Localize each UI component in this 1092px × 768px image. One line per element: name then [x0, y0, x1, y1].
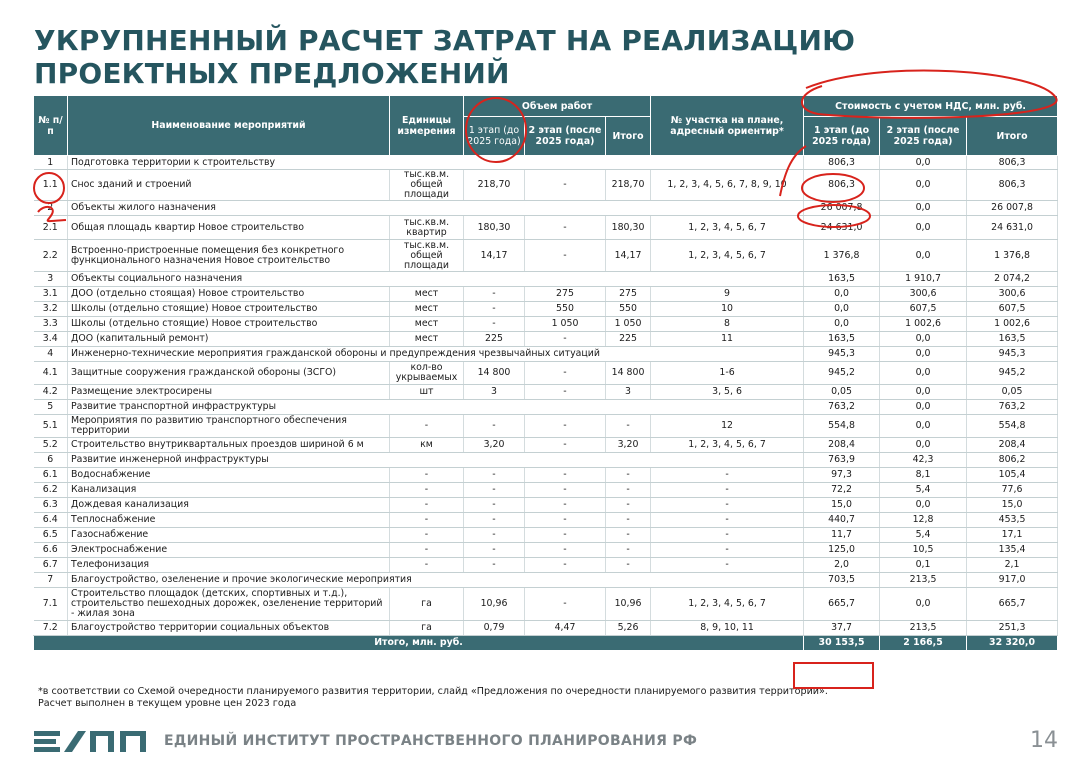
cell-num: 4.1	[34, 362, 68, 385]
cell-vt: 5,26	[606, 621, 651, 636]
cell-v2: -	[525, 543, 606, 558]
cell-c1: 554,8	[804, 415, 880, 438]
cell-name: Канализация	[68, 483, 390, 498]
cell-name: Защитные сооружения гражданской обороны (ЗСГО)	[68, 362, 390, 385]
cell-num: 6.3	[34, 498, 68, 513]
cell-c1: 15,0	[804, 498, 880, 513]
cell-vt: 275	[606, 287, 651, 302]
cell-unit: -	[390, 513, 464, 528]
header-volume-stage-2: 2 этап (после 2025 года)	[525, 117, 606, 156]
cell-ct: 17,1	[967, 528, 1058, 543]
cell-name: Объекты жилого назначения	[68, 201, 804, 216]
cell-c1: 208,4	[804, 438, 880, 453]
cell-name: Объекты социального назначения	[68, 272, 804, 287]
cell-ct: 665,7	[967, 588, 1058, 621]
cell-ct: 607,5	[967, 302, 1058, 317]
table-row	[34, 362, 1058, 385]
cell-c2: 213,5	[880, 621, 967, 636]
cell-num: 6.4	[34, 513, 68, 528]
cell-v2: -	[525, 498, 606, 513]
cell-vt: -	[606, 468, 651, 483]
cell-c2: 0,0	[880, 362, 967, 385]
cell-unit: мест	[390, 287, 464, 302]
cell-ct: 763,2	[967, 400, 1058, 415]
cell-c1: 37,7	[804, 621, 880, 636]
cell-num: 7.2	[34, 621, 68, 636]
cell-name: Строительство внутриквартальных проездов шириной 6 м	[68, 438, 390, 453]
header-site: № участка на плане, адресный ориентир*	[651, 96, 804, 156]
cell-v2: -	[525, 385, 606, 400]
cell-unit: тыс.кв.м. общей площади	[390, 170, 464, 201]
cell-name: Встроенно-пристроенные помещения без конкретного функционального назначения Новое строительство	[68, 240, 390, 272]
cell-ct: 208,4	[967, 438, 1058, 453]
total-cost-stage-2: 2 166,5	[880, 636, 967, 651]
cell-name: Снос зданий и строений	[68, 170, 390, 201]
cell-ct: 26 007,8	[967, 201, 1058, 216]
cell-c1: 0,0	[804, 317, 880, 332]
cell-ct: 945,2	[967, 362, 1058, 385]
cell-num: 6.1	[34, 468, 68, 483]
cell-v2: -	[525, 438, 606, 453]
cell-name: Инженерно-технические мероприятия гражданской обороны и предупреждения чрезвычайных ситуаций	[68, 347, 804, 362]
cell-vt: -	[606, 483, 651, 498]
cell-c2: 1 910,7	[880, 272, 967, 287]
cell-vt: -	[606, 513, 651, 528]
cell-num: 2	[34, 201, 68, 216]
cell-site: 1, 2, 3, 4, 5, 6, 7, 8, 9, 10	[651, 170, 804, 201]
cell-name: Развитие транспортной инфраструктуры	[68, 400, 804, 415]
cell-site: 1, 2, 3, 4, 5, 6, 7	[651, 240, 804, 272]
cell-c2: 42,3	[880, 453, 967, 468]
cell-c2: 0,0	[880, 240, 967, 272]
cell-site: 12	[651, 415, 804, 438]
header-volume-total: Итого	[606, 117, 651, 156]
cell-ct: 917,0	[967, 573, 1058, 588]
cell-site: 11	[651, 332, 804, 347]
total-label: Итого, млн. руб.	[34, 636, 804, 651]
cell-site: -	[651, 543, 804, 558]
cell-c1: 945,3	[804, 347, 880, 362]
cell-v2: -	[525, 170, 606, 201]
cell-name: Благоустройство территории социальных объектов	[68, 621, 390, 636]
cell-c1: 0,0	[804, 287, 880, 302]
cell-c2: 0,0	[880, 438, 967, 453]
header-cost-stage-1: 1 этап (до 2025 года)	[804, 117, 880, 156]
cell-num: 6.6	[34, 543, 68, 558]
cell-num: 5	[34, 400, 68, 415]
cell-vt: 14,17	[606, 240, 651, 272]
cell-v1: -	[464, 558, 525, 573]
cell-num: 5.1	[34, 415, 68, 438]
cell-c1: 665,7	[804, 588, 880, 621]
cell-vt: -	[606, 558, 651, 573]
cell-v2: -	[525, 483, 606, 498]
table-row	[34, 558, 1058, 573]
cell-ct: 0,05	[967, 385, 1058, 400]
cell-ct: 105,4	[967, 468, 1058, 483]
header-num: № п/п	[34, 96, 68, 156]
table-row	[34, 621, 1058, 636]
cell-v2: -	[525, 588, 606, 621]
cell-num: 6.5	[34, 528, 68, 543]
cell-unit: -	[390, 528, 464, 543]
cell-c2: 5,4	[880, 528, 967, 543]
cell-v1: 14,17	[464, 240, 525, 272]
cell-v1: -	[464, 483, 525, 498]
cell-v1: 225	[464, 332, 525, 347]
table-row	[34, 240, 1058, 272]
cell-c1: 24 631,0	[804, 216, 880, 240]
cell-v2: -	[525, 513, 606, 528]
cell-vt: 225	[606, 332, 651, 347]
cell-site: -	[651, 483, 804, 498]
cell-c1: 0,05	[804, 385, 880, 400]
cell-name: ДОО (отдельно стоящая) Новое строительство	[68, 287, 390, 302]
cell-c1: 806,3	[804, 156, 880, 170]
cell-c1: 440,7	[804, 513, 880, 528]
cell-vt: 180,30	[606, 216, 651, 240]
table-row	[34, 317, 1058, 332]
cell-v1: -	[464, 302, 525, 317]
cell-vt: 3	[606, 385, 651, 400]
cell-ct: 806,2	[967, 453, 1058, 468]
cell-vt: 1 050	[606, 317, 651, 332]
cell-ct: 251,3	[967, 621, 1058, 636]
footnote: *в соответствии со Схемой очередности планируемого развития территории, слайд «Предложения по очередности планируемого развития территории».	[38, 686, 828, 697]
cell-c2: 0,0	[880, 201, 967, 216]
cell-v2: 275	[525, 287, 606, 302]
cell-num: 4.2	[34, 385, 68, 400]
cell-v1: -	[464, 317, 525, 332]
cell-v1: -	[464, 543, 525, 558]
cell-v2: -	[525, 558, 606, 573]
table-row	[34, 347, 1058, 362]
cell-v2: -	[525, 362, 606, 385]
cell-name: Подготовка территории к строительству	[68, 156, 804, 170]
cell-c2: 0,0	[880, 588, 967, 621]
cell-c2: 0,0	[880, 415, 967, 438]
cell-c2: 607,5	[880, 302, 967, 317]
cell-v1: 0,79	[464, 621, 525, 636]
header-volume: Объем работ	[464, 96, 651, 117]
cell-c2: 0,0	[880, 347, 967, 362]
cell-c2: 5,4	[880, 483, 967, 498]
cell-name: Водоснабжение	[68, 468, 390, 483]
cell-ct: 945,3	[967, 347, 1058, 362]
footer-org-name: ЕДИНЫЙ ИНСТИТУТ ПРОСТРАНСТВЕННОГО ПЛАНИРОВАНИЯ РФ	[164, 733, 698, 749]
cell-c1: 763,9	[804, 453, 880, 468]
cell-vt: -	[606, 498, 651, 513]
total-cost-total: 32 320,0	[967, 636, 1058, 651]
cell-c2: 1 002,6	[880, 317, 967, 332]
header-name: Наименование мероприятий	[68, 96, 390, 156]
cell-ct: 806,3	[967, 156, 1058, 170]
cell-site: 1-6	[651, 362, 804, 385]
cell-num: 3.4	[34, 332, 68, 347]
table-row	[34, 201, 1058, 216]
cell-num: 3	[34, 272, 68, 287]
cell-v1: -	[464, 498, 525, 513]
cell-ct: 2 074,2	[967, 272, 1058, 287]
cell-c1: 1 376,8	[804, 240, 880, 272]
cell-site: 3, 5, 6	[651, 385, 804, 400]
cell-vt: 14 800	[606, 362, 651, 385]
cell-v1: 218,70	[464, 170, 525, 201]
cell-ct: 15,0	[967, 498, 1058, 513]
cell-num: 2.2	[34, 240, 68, 272]
cell-site: 1, 2, 3, 4, 5, 6, 7	[651, 588, 804, 621]
cell-site: 10	[651, 302, 804, 317]
header-unit: Единицы измерения	[390, 96, 464, 156]
table-row	[34, 483, 1058, 498]
cell-vt: 10,96	[606, 588, 651, 621]
cell-site: 8, 9, 10, 11	[651, 621, 804, 636]
cell-num: 6.2	[34, 483, 68, 498]
cell-v1: 14 800	[464, 362, 525, 385]
cell-unit: -	[390, 543, 464, 558]
cell-unit: тыс.кв.м. квартир	[390, 216, 464, 240]
cell-name: Теплоснабжение	[68, 513, 390, 528]
total-cost-stage-1: 30 153,5	[804, 636, 880, 651]
cell-name: Электроснабжение	[68, 543, 390, 558]
cell-c2: 10,5	[880, 543, 967, 558]
cell-ct: 453,5	[967, 513, 1058, 528]
cell-v1: -	[464, 415, 525, 438]
cell-c1: 763,2	[804, 400, 880, 415]
cell-c2: 0,0	[880, 385, 967, 400]
table-row	[34, 302, 1058, 317]
annotation-box-total	[794, 663, 873, 688]
cell-name: Развитие инженерной инфраструктуры	[68, 453, 804, 468]
table-row	[34, 385, 1058, 400]
cell-site: -	[651, 468, 804, 483]
cell-c1: 163,5	[804, 272, 880, 287]
cell-num: 4	[34, 347, 68, 362]
cell-v1: -	[464, 287, 525, 302]
cell-num: 6	[34, 453, 68, 468]
cell-ct: 1 002,6	[967, 317, 1058, 332]
cell-c2: 12,8	[880, 513, 967, 528]
cell-ct: 1 376,8	[967, 240, 1058, 272]
cell-name: Газоснабжение	[68, 528, 390, 543]
cell-unit: -	[390, 468, 464, 483]
cell-vt: 218,70	[606, 170, 651, 201]
table-row	[34, 400, 1058, 415]
cell-c1: 806,3	[804, 170, 880, 201]
cell-v2: -	[525, 332, 606, 347]
cell-c2: 0,0	[880, 156, 967, 170]
cell-v2: 550	[525, 302, 606, 317]
cell-vt: 3,20	[606, 438, 651, 453]
cell-c2: 8,1	[880, 468, 967, 483]
cell-vt: -	[606, 415, 651, 438]
cell-unit: -	[390, 483, 464, 498]
cell-ct: 2,1	[967, 558, 1058, 573]
cell-unit: мест	[390, 302, 464, 317]
cell-v1: 3	[464, 385, 525, 400]
cell-v1: 3,20	[464, 438, 525, 453]
cell-ct: 300,6	[967, 287, 1058, 302]
cell-v2: -	[525, 240, 606, 272]
page-title-line-1: УКРУПНЕННЫЙ РАСЧЕТ ЗАТРАТ НА РЕАЛИЗАЦИЮ	[34, 24, 856, 57]
cell-c1: 703,5	[804, 573, 880, 588]
cell-name: Телефонизация	[68, 558, 390, 573]
table-row	[34, 453, 1058, 468]
cell-site: -	[651, 558, 804, 573]
cell-unit: -	[390, 558, 464, 573]
cell-c1: 0,0	[804, 302, 880, 317]
table-row	[34, 170, 1058, 201]
cell-c2: 0,0	[880, 216, 967, 240]
cell-c2: 0,1	[880, 558, 967, 573]
cell-ct: 806,3	[967, 170, 1058, 201]
cell-vt: -	[606, 543, 651, 558]
cell-unit: га	[390, 621, 464, 636]
cell-ct: 163,5	[967, 332, 1058, 347]
cell-num: 3.3	[34, 317, 68, 332]
table-row	[34, 438, 1058, 453]
cell-num: 3.2	[34, 302, 68, 317]
header-cost-stage-2: 2 этап (после 2025 года)	[880, 117, 967, 156]
cell-c1: 26 007,8	[804, 201, 880, 216]
cell-num: 1	[34, 156, 68, 170]
cell-unit: га	[390, 588, 464, 621]
header-cost: Стоимость с учетом НДС, млн. руб.	[804, 96, 1058, 117]
cell-site: -	[651, 513, 804, 528]
cell-site: 1, 2, 3, 4, 5, 6, 7	[651, 216, 804, 240]
cell-name: Строительство площадок (детских, спортивных и т.д.), строительство пешеходных дорожек, озеленение территорий - жилая зона	[68, 588, 390, 621]
cell-site: 8	[651, 317, 804, 332]
cell-v1: -	[464, 513, 525, 528]
table-row	[34, 588, 1058, 621]
cell-v1: 180,30	[464, 216, 525, 240]
cell-v2: -	[525, 216, 606, 240]
cell-unit: мест	[390, 317, 464, 332]
table-row	[34, 498, 1058, 513]
cell-c2: 0,0	[880, 498, 967, 513]
table-row	[34, 468, 1058, 483]
institute-logo-icon	[34, 728, 152, 754]
cell-name: Общая площадь квартир Новое строительство	[68, 216, 390, 240]
cell-c2: 300,6	[880, 287, 967, 302]
table-row	[34, 332, 1058, 347]
cell-vt: 550	[606, 302, 651, 317]
cell-c1: 72,2	[804, 483, 880, 498]
cell-c1: 97,3	[804, 468, 880, 483]
table-row	[34, 528, 1058, 543]
cell-vt: -	[606, 528, 651, 543]
cell-ct: 135,4	[967, 543, 1058, 558]
table-row	[34, 543, 1058, 558]
cell-site: 1, 2, 3, 4, 5, 6, 7	[651, 438, 804, 453]
cell-name: Школы (отдельно стоящие) Новое строительство	[68, 302, 390, 317]
cell-num: 3.1	[34, 287, 68, 302]
cell-ct: 77,6	[967, 483, 1058, 498]
cell-v1: 10,96	[464, 588, 525, 621]
page-title	[34, 24, 855, 90]
cell-c1: 945,2	[804, 362, 880, 385]
cell-c2: 0,0	[880, 332, 967, 347]
page-number: 14	[1030, 728, 1058, 753]
cell-num: 2.1	[34, 216, 68, 240]
header-cost-total: Итого	[967, 117, 1058, 156]
table-row	[34, 287, 1058, 302]
cell-unit: км	[390, 438, 464, 453]
cell-unit: -	[390, 498, 464, 513]
cell-num: 5.2	[34, 438, 68, 453]
cell-num: 7	[34, 573, 68, 588]
cell-name: Дождевая канализация	[68, 498, 390, 513]
cell-name: Школы (отдельно стоящие) Новое строительство	[68, 317, 390, 332]
cell-ct: 554,8	[967, 415, 1058, 438]
cell-v1: -	[464, 468, 525, 483]
table-row	[34, 216, 1058, 240]
cell-c1: 11,7	[804, 528, 880, 543]
table-row	[34, 156, 1058, 170]
cell-num: 1.1	[34, 170, 68, 201]
cell-c2: 0,0	[880, 400, 967, 415]
table-row	[34, 272, 1058, 287]
cell-site: -	[651, 498, 804, 513]
cell-num: 6.7	[34, 558, 68, 573]
cell-name: Размещение электросирены	[68, 385, 390, 400]
page-title-line-2: ПРОЕКТНЫХ ПРЕДЛОЖЕНИЙ	[34, 57, 510, 90]
cell-unit: -	[390, 415, 464, 438]
cell-num: 7.1	[34, 588, 68, 621]
header-volume-stage-1: 1 этап (до 2025 года)	[464, 117, 525, 156]
cell-c1: 125,0	[804, 543, 880, 558]
cost-table	[33, 95, 1058, 651]
cell-site: -	[651, 528, 804, 543]
cell-site: 9	[651, 287, 804, 302]
cell-c2: 213,5	[880, 573, 967, 588]
price-level-note: Расчет выполнен в текущем уровне цен 2023 года	[38, 698, 297, 709]
cell-ct: 24 631,0	[967, 216, 1058, 240]
cell-c1: 163,5	[804, 332, 880, 347]
cell-name: Благоустройство, озеленение и прочие экологические мероприятия	[68, 573, 804, 588]
cell-v2: 1 050	[525, 317, 606, 332]
cell-v2: -	[525, 415, 606, 438]
table-row	[34, 573, 1058, 588]
table-row	[34, 513, 1058, 528]
cell-name: ДОО (капитальный ремонт)	[68, 332, 390, 347]
table-row	[34, 415, 1058, 438]
cell-unit: тыс.кв.м. общей площади	[390, 240, 464, 272]
cell-v1: -	[464, 528, 525, 543]
cell-c2: 0,0	[880, 170, 967, 201]
cell-c1: 2,0	[804, 558, 880, 573]
cell-unit: шт	[390, 385, 464, 400]
cell-unit: мест	[390, 332, 464, 347]
cell-v2: -	[525, 528, 606, 543]
cell-unit: кол-во укрываемых	[390, 362, 464, 385]
cell-name: Мероприятия по развитию транспортного обеспечения территории	[68, 415, 390, 438]
cell-v2: 4,47	[525, 621, 606, 636]
cell-v2: -	[525, 468, 606, 483]
